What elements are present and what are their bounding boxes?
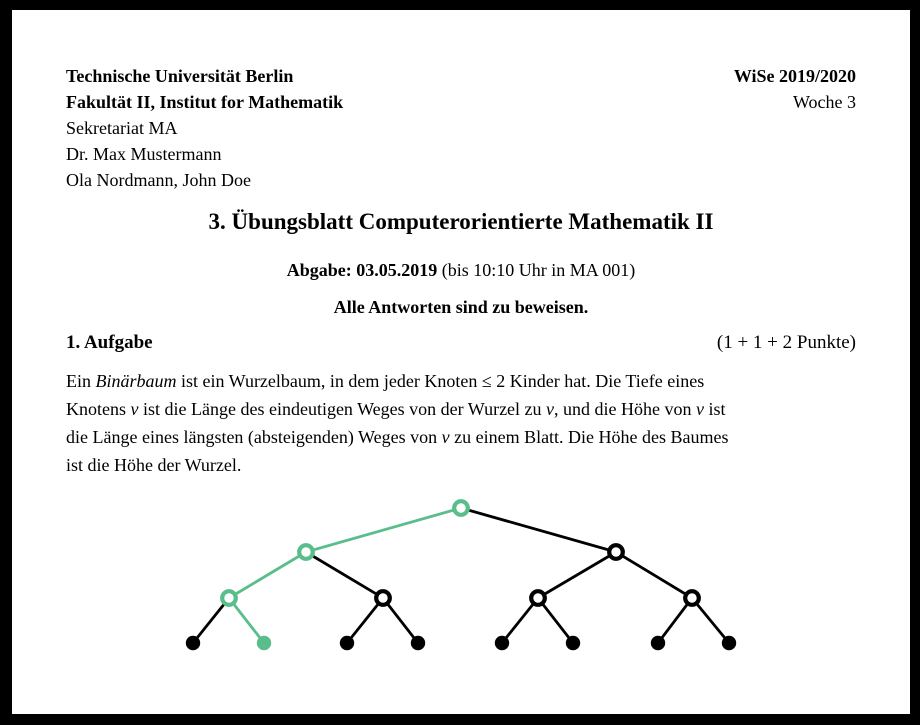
- tree-edge-r-rl: [538, 552, 616, 598]
- tree-edge-r-rr: [616, 552, 692, 598]
- header-right-line-1: Woche 3: [792, 92, 856, 112]
- document-title: 3. Übungsblatt Computerorientierte Mathematik II: [208, 209, 714, 234]
- submission-details: (bis 10:10 Uhr in MA 001): [437, 260, 636, 280]
- tree-node-lr: [376, 591, 390, 605]
- tree-node-leaf4: [495, 636, 509, 650]
- header-left-line-3: Dr. Max Mustermann: [66, 144, 222, 164]
- header-right-line-0: WiSe 2019/2020: [733, 66, 856, 86]
- header-left-line-0: Technische Universität Berlin: [66, 66, 294, 86]
- tree-edge-root-r: [461, 508, 616, 552]
- binary-tree-svg: [151, 491, 771, 671]
- tree-node-root: [454, 501, 468, 515]
- tree-node-l: [299, 545, 313, 559]
- tree-node-leaf7: [722, 636, 736, 650]
- tree-node-leaf5: [566, 636, 580, 650]
- submission-deadline: Abgabe: 03.05.2019: [286, 260, 438, 280]
- tree-node-rr: [685, 591, 699, 605]
- tree-edge-l-lr: [306, 552, 383, 598]
- exercise-points: (1 + 1 + 2 Punkte): [716, 332, 856, 353]
- exercise-label: 1. Aufgabe: [66, 332, 153, 353]
- header-left-block: [66, 63, 343, 193]
- document-header: [66, 63, 856, 193]
- header-left-line-1: Fakultät II, Institut for Mathematik: [66, 92, 344, 112]
- exercise-text-line-3: ist die Höhe der Wurzel.: [66, 455, 242, 475]
- tree-node-r: [609, 545, 623, 559]
- tree-node-leaf3: [411, 636, 425, 650]
- header-right-block: [734, 63, 856, 193]
- tree-node-leaf2: [340, 636, 354, 650]
- tree-edge-root-l: [306, 508, 461, 552]
- exercise-text: [66, 367, 856, 479]
- tree-edge-l-ll: [229, 552, 306, 598]
- notice-line: Alle Antworten sind zu beweisen.: [333, 297, 589, 317]
- exercise-text-line-0: Ein Binärbaum ist ein Wurzelbaum, in dem jeder Knoten ≤ 2 Kinder hat. Die Tiefe eines: [66, 371, 705, 391]
- exercise-text-line-1: Knotens v ist die Länge des eindeutigen Weges von der Wurzel zu v, und die Höhe von v ist: [66, 399, 726, 419]
- exercise-heading-row: [66, 330, 856, 356]
- binary-tree-figure: [66, 491, 856, 671]
- document-page: [12, 10, 910, 714]
- exercise-text-line-2: die Länge eines längsten (absteigenden) Weges von v zu einem Blatt. Die Höhe des Baumes: [66, 427, 729, 447]
- tree-node-leaf0: [186, 636, 200, 650]
- tree-node-leaf1: [257, 636, 271, 650]
- submission-line: [66, 258, 856, 282]
- header-left-line-2: Sekretariat MA: [66, 118, 178, 138]
- header-left-line-4: Ola Nordmann, John Doe: [66, 170, 251, 190]
- tree-node-leaf6: [651, 636, 665, 650]
- tree-node-rl: [531, 591, 545, 605]
- tree-node-ll: [222, 591, 236, 605]
